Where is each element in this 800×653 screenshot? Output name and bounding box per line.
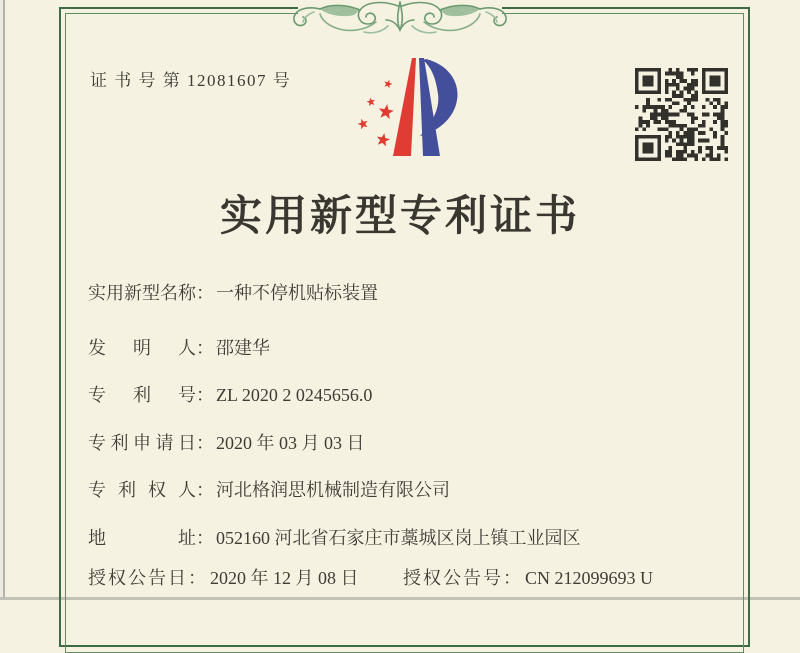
grant-number-value: CN 212099693 U xyxy=(525,568,654,588)
grant-date-value: 2020 年 12 月 08 日 xyxy=(210,568,359,588)
logo-p-shape xyxy=(393,58,458,156)
field-value: 2020 年 03 月 03 日 xyxy=(216,433,365,453)
field-value: ZL 2020 2 0245656.0 xyxy=(216,385,373,405)
field-row-inventor xyxy=(88,336,270,360)
field-colon: ： xyxy=(196,283,214,303)
field-label: 实用新型名称 xyxy=(88,283,196,303)
field-label: 发明人 xyxy=(88,338,196,358)
field-row-patent-number xyxy=(88,383,372,407)
patent-office-logo-icon xyxy=(343,52,467,162)
grant-date-field xyxy=(88,566,359,590)
field-colon: ： xyxy=(503,568,521,588)
field-value: 河北格润思机械制造有限公司 xyxy=(216,480,450,500)
field-colon: ： xyxy=(196,385,214,405)
field-value: 052160 河北省石家庄市藁城区岗上镇工业园区 xyxy=(216,528,581,548)
field-label: 地址 xyxy=(88,528,196,548)
field-row-patentee xyxy=(88,478,450,502)
field-value: 邵建华 xyxy=(216,338,270,358)
grant-date-label: 授权公告日 xyxy=(88,568,188,588)
scan-edge-left-line xyxy=(3,0,5,600)
field-colon: ： xyxy=(196,480,214,500)
floral-flourish-icon xyxy=(278,0,522,38)
certificate-title: 实用新型专利证书 xyxy=(219,194,580,240)
field-colon: ： xyxy=(196,338,214,358)
certificate-number: 12081607 xyxy=(187,71,267,90)
field-colon: ： xyxy=(196,528,214,548)
field-row-address xyxy=(88,526,581,550)
grant-number-field xyxy=(403,566,653,590)
logo-stars xyxy=(358,80,394,147)
field-label: 专利号 xyxy=(88,385,196,405)
field-colon: ： xyxy=(188,568,206,588)
field-label: 专利权人 xyxy=(88,480,196,500)
field-label: 专利申请日 xyxy=(88,433,196,453)
grant-number-label: 授权公告号 xyxy=(403,568,503,588)
certificate-number-prefix: 证 书 号 第 xyxy=(90,71,182,90)
certificate-number-line xyxy=(90,66,291,91)
qr-code-icon xyxy=(635,68,728,161)
field-value: 一种不停机贴标装置 xyxy=(216,283,378,303)
field-row-filing-date xyxy=(88,431,365,455)
field-row-name xyxy=(88,281,378,305)
field-colon: ： xyxy=(196,433,214,453)
certificate-number-suffix: 号 xyxy=(272,71,292,90)
